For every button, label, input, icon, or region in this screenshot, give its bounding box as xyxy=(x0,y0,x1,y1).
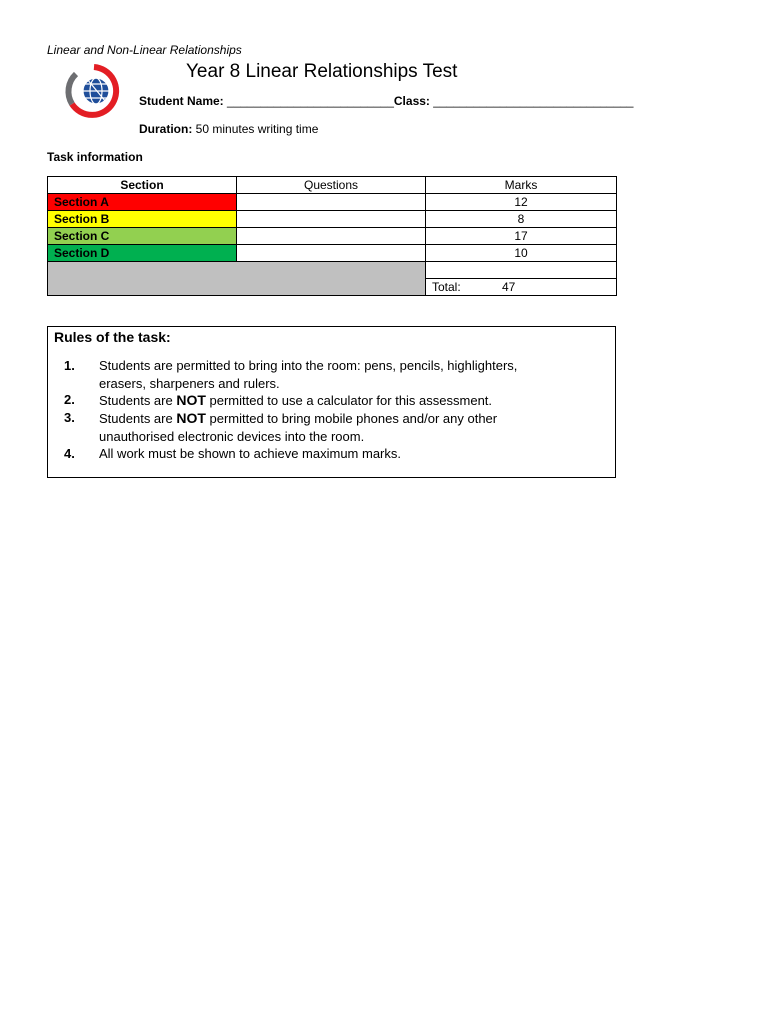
not-emphasis: NOT xyxy=(176,410,206,426)
marks-cell: 8 xyxy=(426,211,617,228)
total-cell xyxy=(426,279,617,296)
table-row xyxy=(48,211,617,228)
not-emphasis: NOT xyxy=(176,392,206,408)
school-logo-icon xyxy=(62,64,126,118)
task-info-heading: Task information xyxy=(47,150,143,164)
duration-row xyxy=(139,122,318,136)
grey-filler-cell xyxy=(48,262,426,296)
table-row-blank xyxy=(48,262,617,279)
duration-value: 50 minutes writing time xyxy=(195,122,319,136)
section-b-cell: Section B xyxy=(48,211,237,228)
section-d-cell: Section D xyxy=(48,245,237,262)
subject-heading: Linear and Non-Linear Relationships xyxy=(47,43,242,57)
student-name-field[interactable]: _________________________ xyxy=(227,94,394,108)
rule-text: Students are NOT permitted to use a calculator for this assessment. xyxy=(99,392,493,408)
rules-box xyxy=(47,326,616,478)
marks-cell: 17 xyxy=(426,228,617,245)
table-header-row xyxy=(48,177,617,194)
total-value: 47 xyxy=(502,280,516,294)
header-questions: Questions xyxy=(237,177,426,194)
rule-text: Students are permitted to bring into the room: pens, pencils, highlighters, erasers, sharpeners and rulers. xyxy=(99,358,518,391)
page-title: Year 8 Linear Relationships Test xyxy=(186,61,458,82)
section-c-cell: Section C xyxy=(48,228,237,245)
duration-label: Duration: xyxy=(139,122,193,136)
student-info-row xyxy=(139,94,633,108)
header-section: Section xyxy=(48,177,237,194)
rule-text: All work must be shown to achieve maximum marks. xyxy=(99,446,401,461)
total-label: Total: xyxy=(432,280,461,294)
class-field[interactable]: ______________________________ xyxy=(433,94,634,108)
table-row xyxy=(48,228,617,245)
questions-cell xyxy=(237,245,426,262)
marks-cell: 10 xyxy=(426,245,617,262)
marks-cell: 12 xyxy=(426,194,617,211)
class-label: Class: xyxy=(393,94,430,108)
questions-cell xyxy=(237,194,426,211)
task-table xyxy=(47,176,617,296)
questions-cell xyxy=(237,211,426,228)
questions-cell xyxy=(237,228,426,245)
table-row xyxy=(48,194,617,211)
rule-number: 4. xyxy=(64,446,75,461)
header-marks: Marks xyxy=(426,177,617,194)
table-row xyxy=(48,245,617,262)
student-name-label: Student Name: xyxy=(139,94,224,108)
blank-cell xyxy=(426,262,617,279)
rules-title: Rules of the task: xyxy=(54,329,171,345)
rule-number: 3. xyxy=(64,410,75,425)
rule-number: 1. xyxy=(64,358,75,373)
section-a-cell: Section A xyxy=(48,194,237,211)
rule-text: Students are NOT permitted to bring mobile phones and/or any other unauthorised electronic devices into the room. xyxy=(99,410,498,444)
rule-number: 2. xyxy=(64,392,75,407)
